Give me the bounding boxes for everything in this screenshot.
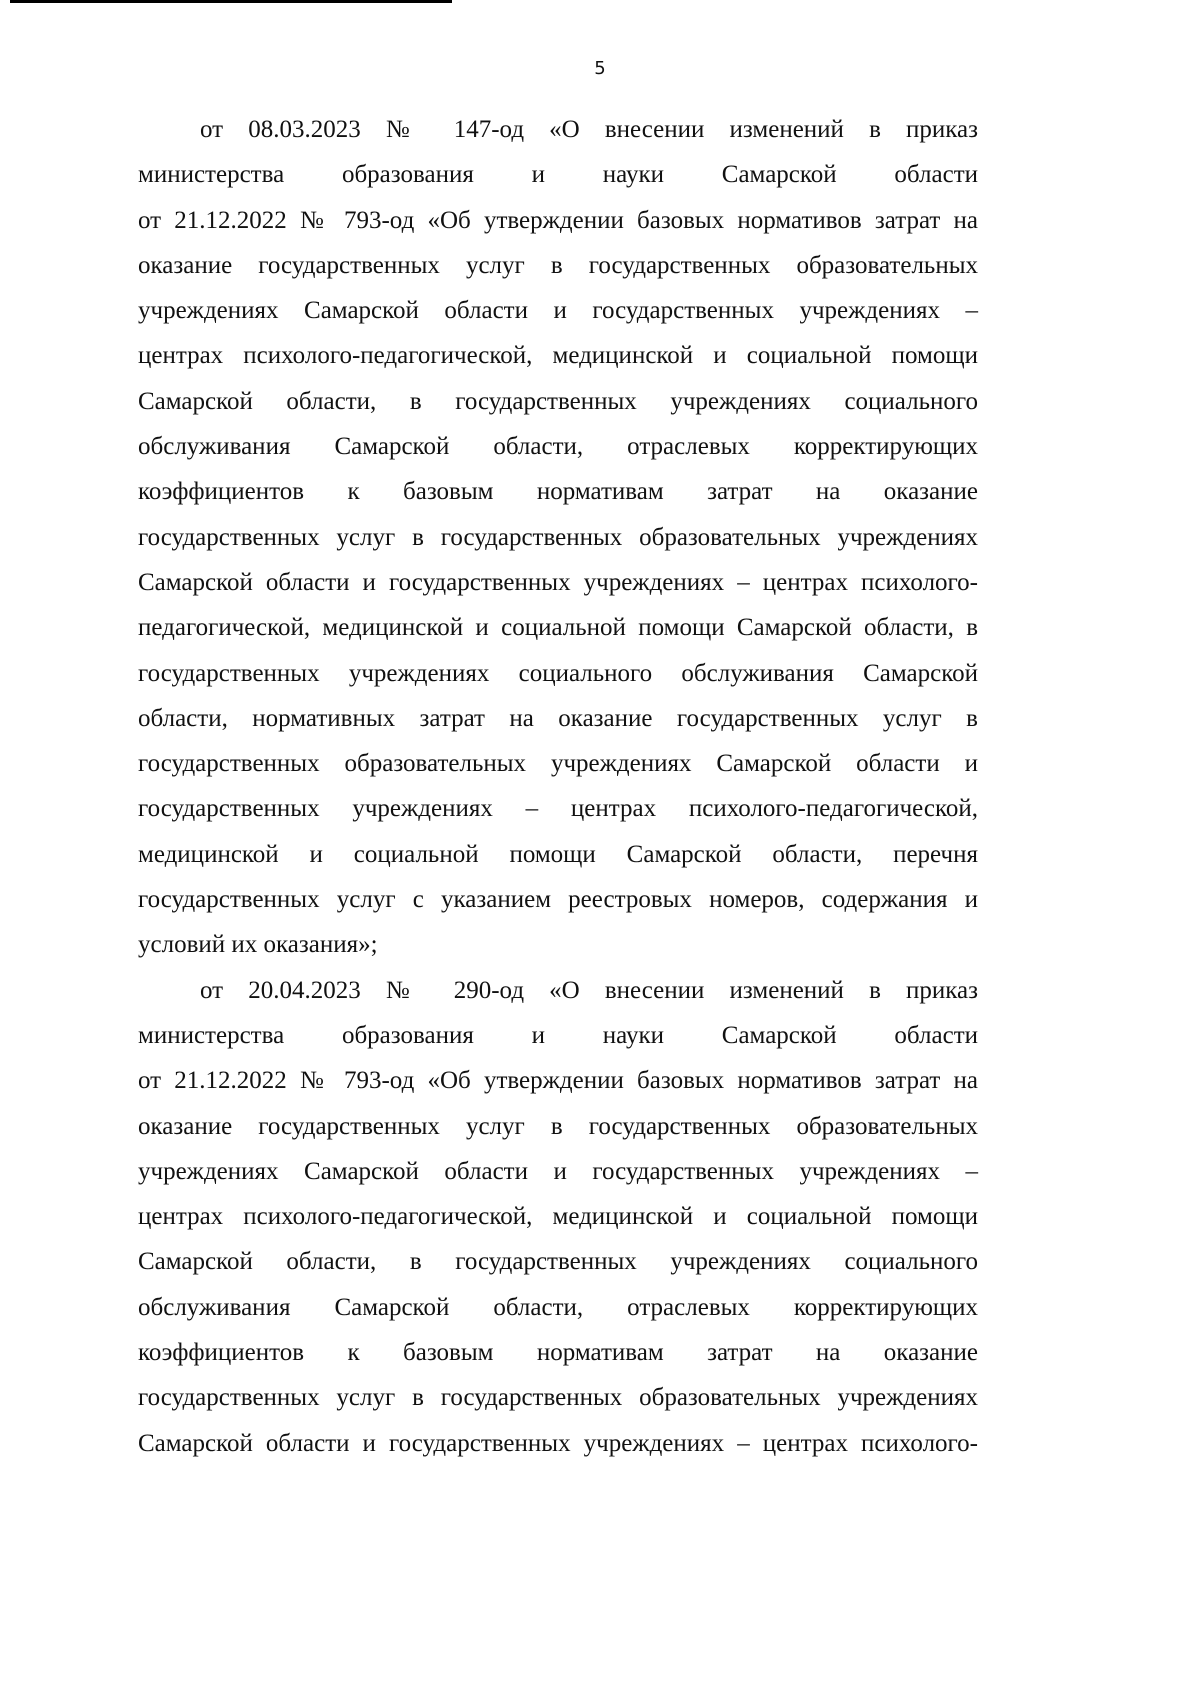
text-line: государственных услуг в государственных образовательных учреждениях <box>138 1384 978 1412</box>
text-line: Самарской области и государственных учреждениях – центрах психолого- <box>138 1429 978 1457</box>
paragraph-order-290 <box>138 968 978 1466</box>
text-line: оказание государственных услуг в государственных образовательных <box>138 251 978 279</box>
text-line: министерства образования и науки Самарской области <box>138 1021 978 1049</box>
text-line: коэффициентов к базовым нормативам затрат на оказание <box>138 1339 978 1367</box>
text-line: государственных услуг с указанием реестровых номеров, содержания и <box>138 886 978 914</box>
text-line: обслуживания Самарской области, отраслевых корректирующих <box>138 1293 978 1321</box>
text-line: оказание государственных услуг в государственных образовательных <box>138 1112 978 1140</box>
document-body <box>138 107 978 1466</box>
text-line: от 21.12.2022 № 793-од «Об утверждении базовых нормативов затрат на <box>138 1067 978 1095</box>
text-line: Самарской области, в государственных учреждениях социального <box>138 387 978 415</box>
paragraph-order-147 <box>138 107 978 968</box>
text-line: государственных учреждениях – центрах психолого-педагогической, <box>138 795 978 823</box>
text-line: от 20.04.2023 № 290-од «О внесении изменений в приказ <box>200 976 978 1004</box>
text-line: обслуживания Самарской области, отраслевых корректирующих <box>138 433 978 461</box>
text-line: педагогической, медицинской и социальной помощи Самарской области, в <box>138 614 978 642</box>
text-line: Самарской области и государственных учреждениях – центрах психолого- <box>138 568 978 596</box>
page-number: 5 <box>594 58 606 79</box>
text-line: от 08.03.2023 № 147-од «О внесении изменений в приказ <box>200 116 978 143</box>
text-line: области, нормативных затрат на оказание государственных услуг в <box>138 704 978 732</box>
text-line: министерства образования и науки Самарской области <box>138 161 978 189</box>
text-line: учреждениях Самарской области и государственных учреждениях – <box>138 297 978 325</box>
text-line: государственных учреждениях социального обслуживания Самарской <box>138 659 978 687</box>
text-line: государственных услуг в государственных образовательных учреждениях <box>138 523 978 551</box>
text-line: коэффициентов к базовым нормативам затрат на оказание <box>138 478 978 506</box>
top-border-rule <box>10 0 452 3</box>
text-line: Самарской области, в государственных учреждениях социального <box>138 1248 978 1276</box>
text-line: государственных образовательных учреждениях Самарской области и <box>138 750 978 778</box>
text-line: центрах психолого-педагогической, медицинской и социальной помощи <box>138 342 978 370</box>
text-line: медицинской и социальной помощи Самарской области, перечня <box>138 840 978 868</box>
text-line: учреждениях Самарской области и государственных учреждениях – <box>138 1157 978 1185</box>
text-line: от 21.12.2022 № 793-од «Об утверждении базовых нормативов затрат на <box>138 206 978 234</box>
text-line: центрах психолого-педагогической, медицинской и социальной помощи <box>138 1203 978 1231</box>
text-line: условий их оказания»; <box>138 931 378 959</box>
